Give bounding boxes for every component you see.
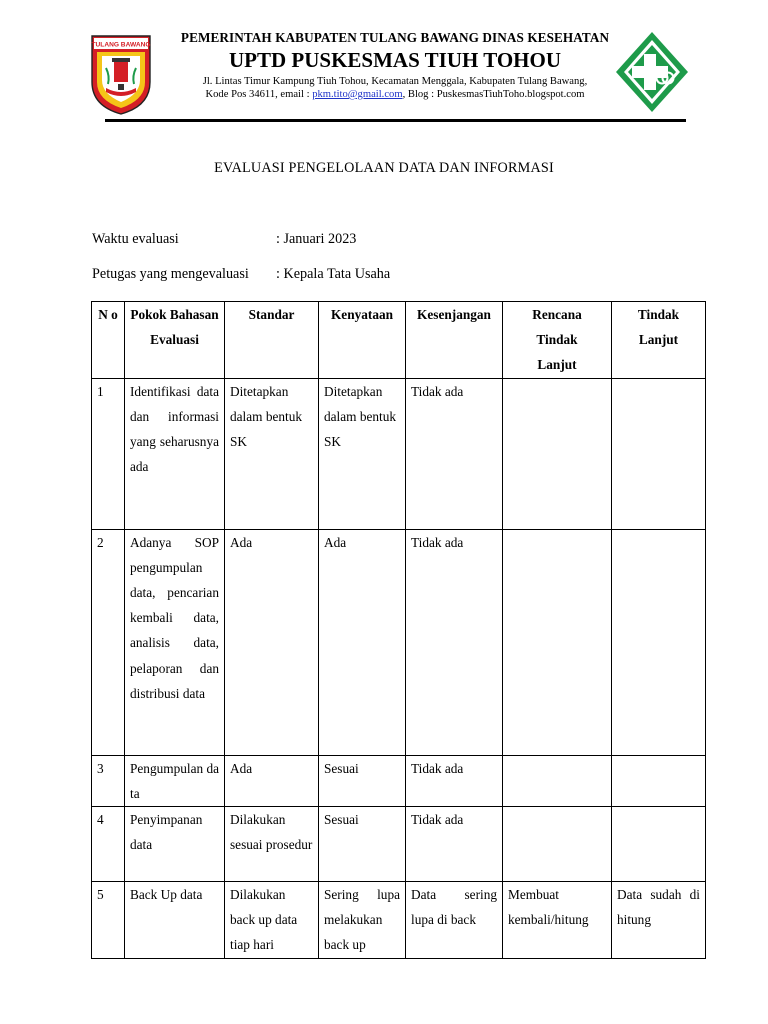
table-row (92, 529, 706, 755)
cell-kenyataan: Ditetapkan dalam bentuk SK (319, 378, 406, 529)
evaluation-time-row (92, 231, 356, 248)
evaluation-time-label: Waktu evaluasi (92, 231, 179, 247)
evaluator-row (92, 266, 390, 283)
letterhead-government-line: PEMERINTAH KABUPATEN TULANG BAWANG DINAS KESEHATAN (180, 30, 610, 45)
table-row (92, 807, 706, 882)
evaluation-table (91, 301, 706, 959)
letterhead-puskesmas-name: UPTD PUSKESMAS TIUH TOHOU (229, 48, 561, 72)
cell-pokok: Adanya SOP pengumpulan data, pencarian kembali data, analisis data, pelaporan dan distribusi data (125, 529, 225, 755)
letterhead-address: Jl. Lintas Timur Kampung Tiuh Tohou, Kecamatan Menggala, Kabupaten Tulang Bawang, (202, 76, 588, 87)
header-kenyataan: Kenyataan (319, 302, 406, 379)
postal-code-text: Kode Pos 34611, email : (205, 89, 313, 100)
cell-tindak (612, 807, 706, 882)
evaluator-label: Petugas yang mengevaluasi (92, 266, 249, 282)
cell-kesenjangan: Data sering lupa di back (406, 882, 503, 959)
cell-kenyataan: Sesuai (319, 755, 406, 806)
header-pokok-bahasan: Pokok Bahasan Evaluasi (125, 302, 225, 379)
header-kesenjangan: Kesenjangan (406, 302, 503, 379)
cell-pokok: Pengumpulan data (125, 755, 225, 806)
table-row (92, 755, 706, 806)
document-title: EVALUASI PENGELOLAAN DATA DAN INFORMASI (214, 160, 554, 176)
header-rencana-tindak-lanjut: Rencana Tindak Lanjut (503, 302, 612, 379)
cell-rencana (503, 807, 612, 882)
cell-no: 2 (92, 529, 125, 755)
cell-standar: Ada (225, 529, 319, 755)
cell-tindak: Data sudah di hitung (612, 882, 706, 959)
cell-kesenjangan: Tidak ada (406, 755, 503, 806)
table-row (92, 882, 706, 959)
cell-tindak (612, 755, 706, 806)
cell-no: 1 (92, 378, 125, 529)
cell-kenyataan: Sesuai (319, 807, 406, 882)
header-tindak-lanjut: Tindak Lanjut (612, 302, 706, 379)
letterhead-divider (105, 119, 686, 122)
cell-tindak (612, 378, 706, 529)
cell-rencana: Membuat kembali/hitung (503, 882, 612, 959)
cell-kesenjangan: Tidak ada (406, 807, 503, 882)
evaluator-value: : Kepala Tata Usaha (276, 266, 391, 282)
cell-standar: Ditetapkan dalam bentuk SK (225, 378, 319, 529)
cell-pokok: Penyimpanan data (125, 807, 225, 882)
table-header-row (92, 302, 706, 379)
cell-kesenjangan: Tidak ada (406, 529, 503, 755)
header-standar: Standar (225, 302, 319, 379)
puskesmas-logo-icon (614, 30, 690, 114)
blog-text: , Blog : PuskesmasTiuhToho.blogspot.com (402, 89, 585, 100)
table-row (92, 378, 706, 529)
cell-no: 4 (92, 807, 125, 882)
letterhead-contact-line (160, 89, 630, 100)
cell-kenyataan: Sering lupa melakukan back up (319, 882, 406, 959)
cell-kesenjangan: Tidak ada (406, 378, 503, 529)
cell-pokok: Back Up data (125, 882, 225, 959)
cell-rencana (503, 755, 612, 806)
cell-pokok: Identifikasi data dan informasi yang seharusnya ada (125, 378, 225, 529)
cell-standar: Ada (225, 755, 319, 806)
cell-no: 5 (92, 882, 125, 959)
evaluation-time-value: : Januari 2023 (276, 231, 357, 247)
cell-no: 3 (92, 755, 125, 806)
logo-left-label: TULANG BAWANG (91, 41, 151, 49)
tulang-bawang-regency-emblem-icon (88, 32, 154, 116)
email-link[interactable]: pkm.tito@gmail.com (312, 89, 403, 100)
cell-kenyataan: Ada (319, 529, 406, 755)
header-no: N o (92, 302, 125, 379)
cell-rencana (503, 378, 612, 529)
cell-standar: Dilakukan sesuai prosedur (225, 807, 319, 882)
letterhead (88, 28, 688, 126)
cell-rencana (503, 529, 612, 755)
cell-standar: Dilakukan back up data tiap hari (225, 882, 319, 959)
cell-tindak (612, 529, 706, 755)
